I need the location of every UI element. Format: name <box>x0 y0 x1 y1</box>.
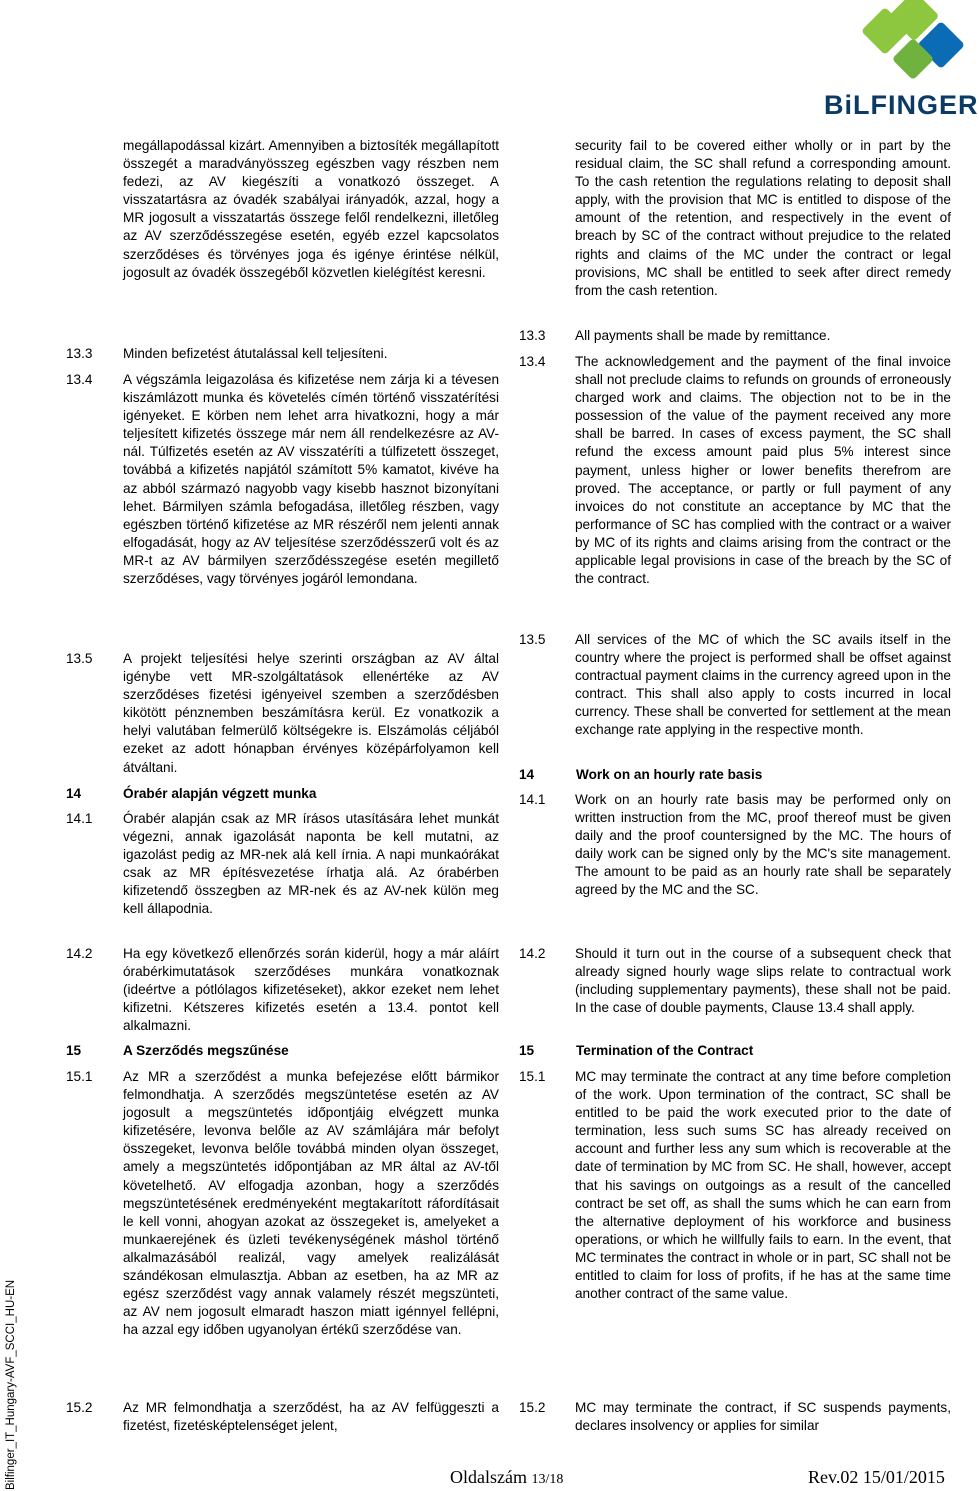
hu-paragraph-13-2-cont: megállapodással kizárt. Amennyiben a biztosíték megállapított összegét a maradványösszeg egészben vagy részben nem fedezi, az AV kiegészíti a vonatkozó összeget. A visszatartásra az óvadék szabályai irányadók, azzal, hogy a MR jogosult a visszatartás összege felől rendelkezni, illetőleg az AV szerződésszegése esetén, egyéb ezzel kapcsolatos szerződéses és törvényes joga és igénye érintése nélkül, jogosult az óvadék összegéből közvetlen kielégítést keresni. <box>123 138 499 280</box>
hu-clause-13-4-text: A végszámla leigazolása és kifizetése nem zárja ki a tévesen kiszámlázott munka és követelés címén történő visszatérítési igényeket. E körben nem lehet arra hivatkozni, hogy a már teljesített kifizetés összege már nem áll rendelkezésre az AV-nál. Túlfizetés esetén az AV visszatéríti a túlfizetett összeget, továbbá a kifizetés napjától számított 5% kamatot, kivéve ha az abból származó nagyobb vagy kisebb hasznot bizonyítani lehet. Bármilyen számla befogadása, illetőleg részben, vagy egészben történő kifizetése az MR részéről nem jelenti annak elfogadását, hogy az AV teljesítése szerződésszerű volt és az MR-t az AV bármilyen szerződésszegése esetén megillető szerződéses, vagy törvényes jogáról lemondana. <box>123 372 499 587</box>
hu-clause-15-1-text: Az MR a szerződést a munka befejezése előtt bármikor felmondhatja. A szerződés megszüntetése esetén az AV jogosult a megszüntetés időpontjáig elvégzett munka kifizetésére, levonva belőle az AV számlájára már befolyt összegeket, levonva belőle továbbá minden olyan összeget, amely a megszüntetés időpontjában az MR által az AV-től követelhető. AV elfogadja azonban, hogy a szerződés megszüntetésének eredményeként megtakarított ráfordításait le kell vonni, ahogyan azokat az összegeket is, amelyeket a munkaerejének és üzleti tevékenységének máshol történő alkalmazásából realizál, vagy amelyek realizálását szándékosan elmulasztja. Abban az esetben, ha az MR az egész szerződést vagy annak valamely részét megszünteti, az AV nem jogosult elmaradt haszon miatt igénnyel fellépni, ha azzal egy időben ugyanolyan értékű szerződése van. <box>123 1069 499 1338</box>
en-paragraph-13-2-cont: security fail to be covered either wholly or in part by the residual claim, the SC shall refund a corresponding amount. To the cash retention the regulations relating to deposit shall apply, with the provision that MC is entitled to dispose of the amount of the retention, and respectively in the event of breach by SC of the contract without prejudice to the related rights and claims of the MC under the contract or legal provisions, MC shall be entitled to seek after direct remedy from the cash retention. <box>575 138 951 298</box>
hu-clause-14-1-text: Órabér alapján csak az MR írásos utasítására lehet munkát végezni, annak igazolását naponta be kell mutatni, az igazolást pedig az MR-nek alá kell írnia. A napi munkaórákat csak az MR építésvezetése írhatja alá. Az órabérben kifizetendő összegben az MR-nek és az AV-nek külön meg kell állapodnia. <box>123 811 499 917</box>
en-clause-14-1-number: 14.1 <box>519 792 546 807</box>
hu-section-14-heading: 14 Órabér alapján végzett munka <box>66 786 317 801</box>
hu-clause-14-1-number: 14.1 <box>66 811 93 826</box>
page-number: Oldalszám 13/18 <box>450 1467 564 1487</box>
en-clause-15-1-text: MC may terminate the contract at any time before completion of the work. Upon termination of the contract, SC shall be entitled to be paid the work executed prior to the date of termination, less such sums SC has already received on account and further less any sum which is recoverable at the date of termination by MC from SC. He shall, however, accept that his savings on outgoings as a result of the cancelled contract be set off, as shall the sums which he can earn from the alternative deployment of his workforce and business operations, or which he willfully fails to earn. In the event, that MC terminates the contract in whole or in part, SC shall not be entitled to claim for loss of profits, if he has at the same time another contract of the same value. <box>575 1069 951 1302</box>
hu-clause-14-2-text: Ha egy következő ellenőrzés során kiderül, hogy a már aláírt órabérkimutatások szerződéses munkára vonatkoznak (ideértve a pótlólagos kifizetéseket), akkor ezeket nem lehet kifizetni. Kétszeres kifizetés esetén a 13.4. pontot kell alkalmazni. <box>123 946 499 1034</box>
hu-clause-13-4-number: 13.4 <box>66 372 93 387</box>
hu-clause-15-2-number: 15.2 <box>66 1400 93 1415</box>
hu-clause-13-5-number: 13.5 <box>66 651 93 666</box>
hu-clause-14-2-number: 14.2 <box>66 946 93 961</box>
hu-clause-15-2-text: Az MR felmondhatja a szerződést, ha az AV felfüggeszti a fizetést, fizetésképtelenséget jelent, <box>123 1400 499 1434</box>
en-clause-14-1-text: Work on an hourly rate basis may be performed only on written instruction from the MC, proof thereof must be given daily and the proof countersigned by the MC. The hours of daily work can be signed only by the MC's site management. The amount to be paid as an hourly rate shall be separately agreed by the MC and the SC. <box>575 792 951 898</box>
en-clause-13-4-number: 13.4 <box>519 354 546 369</box>
revision-label: Rev.02 15/01/2015 <box>808 1467 945 1487</box>
en-section-14-heading: 14 Work on an hourly rate basis <box>519 767 763 782</box>
hu-clause-13-3-text: Minden befizetést átutalással kell teljesíteni. <box>123 346 388 361</box>
en-clause-13-5-text: All services of the MC of which the SC avails itself in the country where the project is performed shall be offset against contractual payment claims in the currency agreed upon in the contract. This shall also apply to costs incurred in local currency. These shall be converted for settlement at the mean exchange rate applying in the respective month. <box>575 632 951 738</box>
en-clause-13-3-number: 13.3 <box>519 328 546 343</box>
en-clause-13-3-text: All payments shall be made by remittance. <box>575 328 831 343</box>
en-section-15-heading: 15 Termination of the Contract <box>519 1043 754 1058</box>
en-clause-15-1-number: 15.1 <box>519 1069 546 1084</box>
en-clause-15-2-number: 15.2 <box>519 1400 546 1415</box>
hu-clause-13-5-text: A projekt teljesítési helye szerinti országban az AV által igénybe vett MR-szolgáltatások ellenértéke az AV szerződéses fizetési igényeivel szemben a szerződésben kikötött pénznemben beszámításra kerül. Ez vonatkozik a helyi valutában felmerülő költségekre is. Elszámolás céljából ezeket az adott hónapban érvényes középárfolyamon kell átváltani. <box>123 651 499 775</box>
document-id-side-label: Bilfinger_IT_Hungary-AVF_SCCI_HU-EN <box>5 1279 17 1490</box>
en-clause-14-2-text: Should it turn out in the course of a subsequent check that already signed hourly wage slips relate to contractual work (including supplementary payments), these shall not be paid. In the case of double payments, Clause 13.4 shall apply. <box>575 946 951 1016</box>
hu-section-15-heading: 15 A Szerződés megszűnése <box>66 1043 289 1058</box>
logo-text: BiLFINGER <box>824 90 979 120</box>
hu-clause-15-1-number: 15.1 <box>66 1069 93 1084</box>
en-clause-13-4-text: The acknowledgement and the payment of the final invoice shall not preclude claims to refunds on grounds of erroneously charged work and claims. The objection not to be in the possession of the value of the payment received any more shall be barred. In cases of excess payment, the SC shall refund the excess amount paid plus 5% interest since payment, unless higher or lower benefits therefrom are proved. The acceptance, or partly or full payment of any invoices do not constitute an acceptance by MC that the performance of SC has complied with the contract or a waiver by MC of its rights and claims arising from the contract or the applicable legal provisions in case of the breach by the SC of the contract. <box>575 354 951 587</box>
hu-clause-13-3-number: 13.3 <box>66 346 93 361</box>
en-clause-15-2-text: MC may terminate the contract, if SC suspends payments, declares insolvency or applies for similar <box>575 1400 951 1434</box>
en-clause-13-5-number: 13.5 <box>519 632 546 647</box>
en-clause-14-2-number: 14.2 <box>519 946 546 961</box>
